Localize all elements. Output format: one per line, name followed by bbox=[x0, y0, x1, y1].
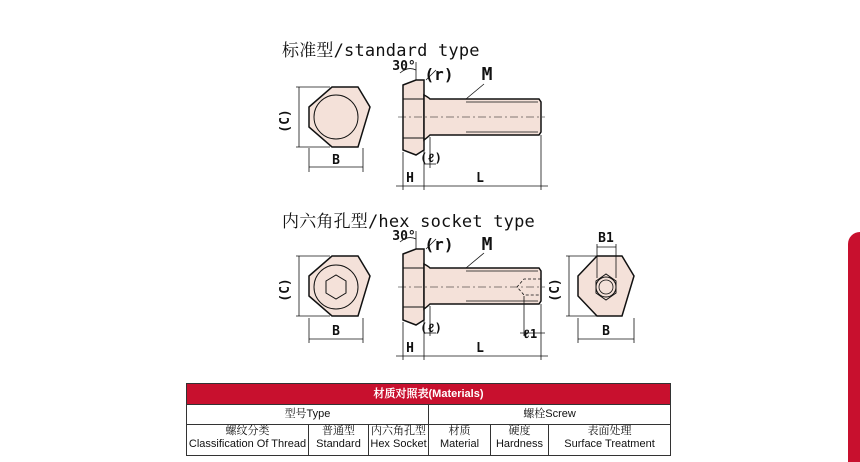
column-header bbox=[491, 425, 549, 456]
hex-r-label: (r) bbox=[424, 235, 454, 254]
type-group-header: 型号Type bbox=[187, 405, 429, 425]
column-header-zh: 材质 bbox=[448, 425, 471, 437]
hex-socket-type-heading: 内六角孔型/hex socket type bbox=[282, 212, 535, 232]
standard-type-heading: 标准型/standard type bbox=[282, 41, 480, 61]
accent-side-bar bbox=[848, 232, 860, 462]
hex-end-c-label: (C) bbox=[548, 278, 563, 302]
column-header-en: Classification Of Thread bbox=[188, 438, 307, 450]
hex-angle-label: 30° bbox=[392, 229, 416, 244]
hex-h-label: H bbox=[406, 341, 414, 356]
column-header bbox=[187, 425, 309, 456]
standard-c-label: (C) bbox=[278, 109, 293, 133]
column-header-zh: 内六角孔型 bbox=[371, 425, 426, 437]
hex-l-small-label: (ℓ) bbox=[420, 321, 442, 335]
standard-h-label: H bbox=[406, 171, 414, 186]
column-header bbox=[309, 425, 369, 456]
hex-socket-end-view bbox=[566, 244, 634, 343]
column-header-en: Surface Treatment bbox=[564, 438, 655, 450]
hex-m-label: M bbox=[481, 234, 493, 255]
hex-l1-label: ℓ1 bbox=[522, 327, 538, 341]
standard-b-label: B bbox=[332, 153, 340, 168]
standard-angle-label: 30° bbox=[392, 59, 416, 74]
column-header-en: Standard bbox=[316, 438, 361, 450]
hex-end-b1-label: B1 bbox=[598, 231, 614, 246]
column-header-zh: 硬度 bbox=[508, 425, 531, 437]
standard-m-label: M bbox=[481, 64, 493, 85]
column-header-zh: 表面处理 bbox=[587, 425, 632, 437]
hex-l-label: L bbox=[476, 341, 484, 356]
column-header-en: Hex Socket bbox=[370, 438, 427, 450]
screw-group-header: 螺栓Screw bbox=[429, 405, 671, 425]
standard-r-label: (r) bbox=[424, 65, 454, 84]
column-header-en: Hardness bbox=[495, 438, 544, 450]
column-header-zh: 螺纹分类 bbox=[225, 425, 270, 437]
hex-c-label: (C) bbox=[278, 278, 293, 302]
standard-bolt-side-view bbox=[396, 62, 548, 190]
materials-table bbox=[186, 383, 671, 456]
column-header bbox=[429, 425, 491, 456]
materials-table-title: 材质对照表(Materials) bbox=[187, 384, 671, 405]
standard-l-label: L bbox=[476, 171, 484, 186]
column-header bbox=[549, 425, 671, 456]
column-header bbox=[369, 425, 429, 456]
hex-end-b-label: B bbox=[602, 324, 610, 339]
column-header-en: Material bbox=[439, 438, 480, 450]
standard-l-small-label: (ℓ) bbox=[420, 151, 442, 165]
column-header-zh: 普通型 bbox=[322, 425, 355, 437]
hex-b-label: B bbox=[332, 324, 340, 339]
